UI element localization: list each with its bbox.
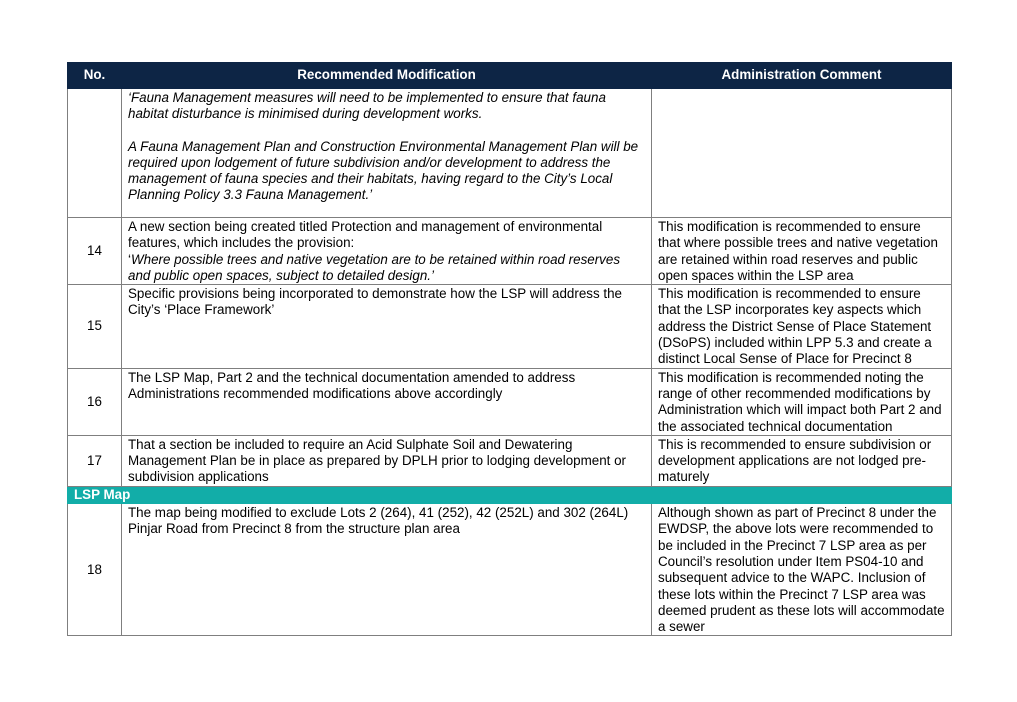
modification-cell: That a section be included to require an Acid Sulphate Soil and Dewatering Management Plan be in place as prepared by DPLH prior to lodging development or subdivision applications [122, 435, 652, 486]
comment-cell [652, 89, 952, 218]
table-header [68, 63, 952, 89]
comment-cell: This modification is recommended to ensure that where possible trees and native vegetation are retained within road reserves and public open spaces within the LSP area [652, 218, 952, 285]
header-modification: Recommended Modification [122, 63, 652, 89]
row-number: 17 [68, 435, 122, 486]
fauna-paragraph-2: A Fauna Management Plan and Construction Environmental Management Plan will be required upon lodgement of future subdivision and/or development to address the management of fauna species and their habitats, having regard to the City’s Local Planning Policy 3.3 Fauna Management.’ [128, 138, 639, 203]
table-row [68, 504, 952, 636]
row-number: 14 [68, 218, 122, 285]
table-row [68, 435, 952, 486]
modification-cell: The map being modified to exclude Lots 2 (264), 41 (252), 42 (252L) and 302 (264L) Pinjar Road from Precinct 8 from the structure plan area [122, 504, 652, 636]
row-number-cell [68, 89, 122, 218]
comment-cell: This is recommended to ensure subdivision or development applications are not lodged pre-maturely [652, 435, 952, 486]
comment-cell: This modification is recommended noting the range of other recommended modifications by Administration which will impact both Part 2 and the associated technical documentation [652, 368, 952, 435]
header-comment: Administration Comment [652, 63, 952, 89]
comment-cell: Although shown as part of Precinct 8 under the EWDSP, the above lots were recommended to be included in the Precinct 7 LSP area as per Council’s resolution under Item PS04-10 and subsequent advice to the WAPC. Inclusion of these lots within the Precinct 7 LSP area was deemed prudent as these lots will accommodate a sewer [652, 504, 952, 636]
row-number: 18 [68, 504, 122, 636]
comment-cell: This modification is recommended to ensure that the LSP incorporates key aspects which address the District Sense of Place Statement (DSoPS) included within LPP 5.3 and create a distinct Local Sense of Place for Precinct 8 [652, 285, 952, 368]
modification-cell: The LSP Map, Part 2 and the technical documentation amended to address Administrations recommended modifications above accordingly [122, 368, 652, 435]
fauna-paragraph-1: ‘Fauna Management measures will need to be implemented to ensure that fauna habitat disturbance is minimised during development works. [128, 90, 606, 122]
table-row-continuation [68, 89, 952, 218]
open-quote-mark: ‘ [128, 251, 131, 267]
modification-cell: Specific provisions being incorporated to demonstrate how the LSP will address the City’s ‘Place Framework’ [122, 285, 652, 368]
table-row [68, 368, 952, 435]
section-heading: LSP Map [68, 486, 952, 503]
row-number: 16 [68, 368, 122, 435]
header-no: No. [68, 63, 122, 89]
modification-cell [122, 218, 652, 285]
modification-cell [122, 89, 652, 218]
section-row-lsp-map [68, 486, 952, 503]
row-number: 15 [68, 285, 122, 368]
table-row [68, 218, 952, 285]
table-row [68, 285, 952, 368]
modification-intro: A new section being created titled Protection and management of environmental features, which includes the provision: [128, 219, 603, 251]
modifications-table [67, 62, 952, 636]
modification-quote-line [128, 252, 645, 285]
modification-quote: Where possible trees and native vegetation are to be retained within road reserves and public open spaces, subject to detailed design.’ [128, 251, 621, 283]
